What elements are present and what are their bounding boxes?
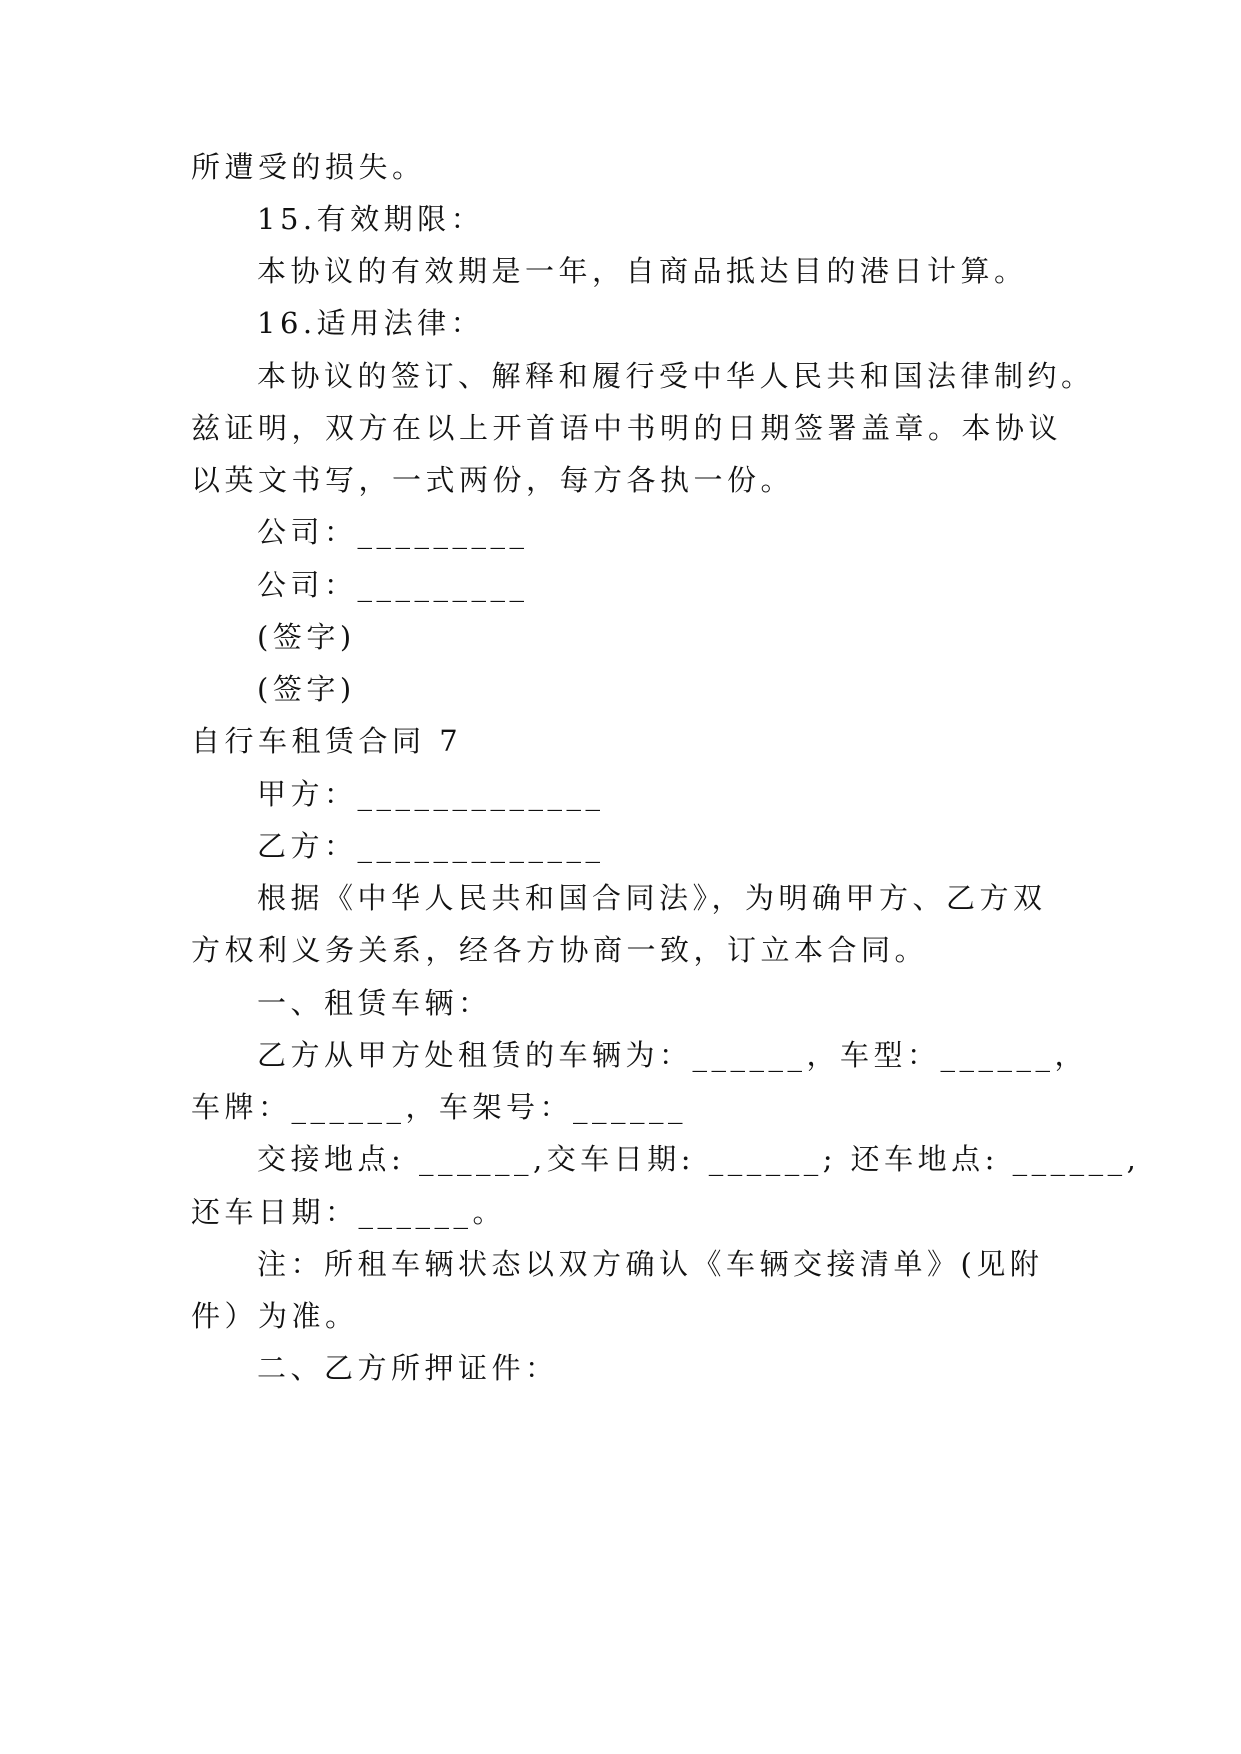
signature-company-line: 公司：_________ [257, 515, 529, 549]
text-line: 方权利义务关系，经各方协商一致，订立本合同。 [191, 933, 929, 967]
text-line: 件）为准。 [191, 1299, 359, 1333]
text-line: 所遭受的损失。 [191, 150, 426, 184]
section-heading: 二、乙方所押证件： [257, 1351, 559, 1385]
contract-title: 自行车租赁合同 7 [191, 724, 463, 758]
text-line: 兹证明，双方在以上开首语中书明的日期签署盖章。本协议 [191, 411, 1063, 445]
text-line: 注：所租车辆状态以双方确认《车辆交接清单》(见附 [257, 1247, 1044, 1281]
section-heading: 15.有效期限： [257, 202, 485, 236]
signature-label: (签字) [257, 620, 356, 654]
text-line: 乙方从甲方处租赁的车辆为：______，车型：______， [257, 1038, 1089, 1072]
text-line: 根据《中华人民共和国合同法》，为明确甲方、乙方双 [257, 881, 1047, 915]
party-a-line: 甲方：_____________ [257, 777, 605, 811]
text-line: 车牌：______，车架号：______ [191, 1090, 688, 1124]
text-line: 交接地点: ______,交车日期: ______; 还车地点: ______, [257, 1142, 1141, 1176]
party-b-line: 乙方：_____________ [257, 829, 605, 863]
signature-company-line: 公司：_________ [257, 568, 529, 602]
text-line: 以英文书写，一式两份，每方各执一份。 [191, 463, 795, 497]
section-heading: 一、租赁车辆： [257, 986, 492, 1020]
text-line: 本协议的有效期是一年，自商品抵达目的港日计算。 [257, 254, 1028, 288]
text-line: 还车日期：______。 [191, 1195, 507, 1229]
section-heading: 16.适用法律： [257, 306, 485, 340]
signature-label: (签字) [257, 672, 356, 706]
text-line: 本协议的签订、解释和履行受中华人民共和国法律制约。 [257, 359, 1095, 393]
